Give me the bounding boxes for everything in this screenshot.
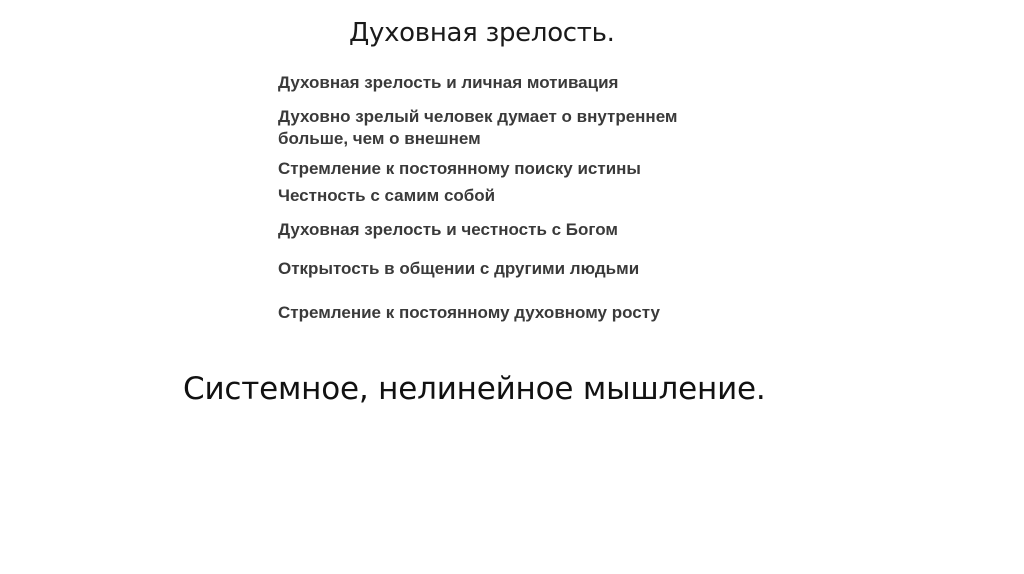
list-item: Открытость в общении с другими людьми (278, 259, 640, 278)
list-item: Стремление к постоянному духовному росту (278, 303, 660, 322)
list-item: Духовно зрелый человек думает о внутреннем больше, чем о внешнем (278, 107, 678, 148)
list-item: Духовная зрелость и честность с Богом (278, 220, 618, 239)
slide-title: Духовная зрелость. (349, 18, 615, 48)
list-item: Духовная зрелость и личная мотивация (278, 73, 619, 92)
list-item: Стремление к постоянному поиску истины (278, 159, 641, 178)
list-item: Честность с самим собой (278, 186, 496, 205)
footer-statement: Системное, нелинейное мышление. (183, 371, 766, 407)
